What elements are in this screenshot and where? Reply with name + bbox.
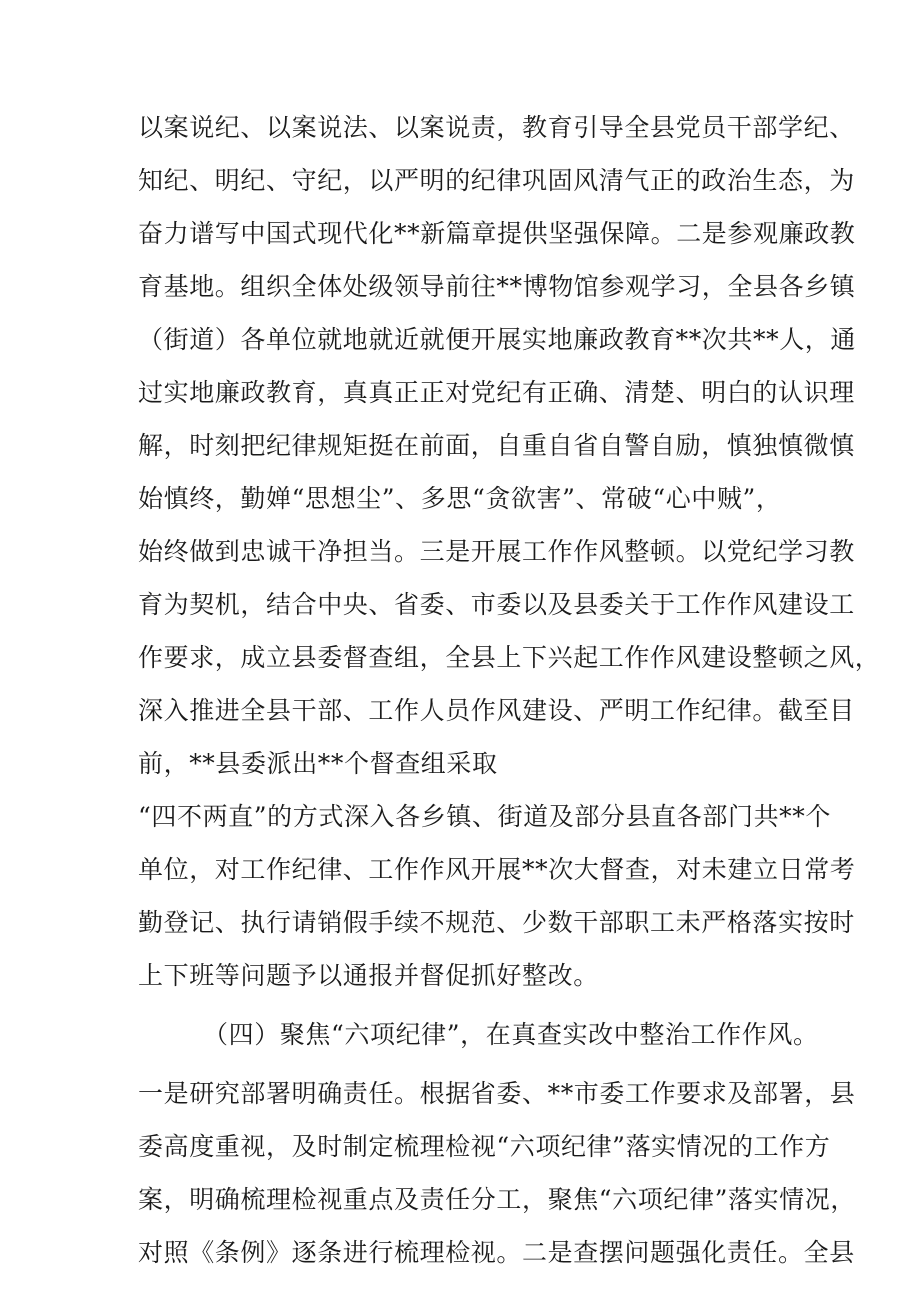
text-line: 对照《条例》逐条进行梳理检视。二是查摆问题强化责任。全县 (138, 1238, 855, 1267)
text-line: 勤登记、执行请销假手续不规范、少数干部职工未严格落实按时 (138, 908, 855, 937)
text-line: 上下班等问题予以通报并督促抓好整改。 (138, 961, 599, 990)
text-line: 始慎终，勤婵“思想尘”、多思“贪欲害”、常破“心中贼”， (138, 484, 782, 513)
text-line: 知纪、明纪、守纪，以严明的纪律巩固风清气正的政治生态，为 (138, 166, 855, 195)
text-line: 单位，对工作纪律、工作作风开展**次大督查，对未建立日常考 (138, 855, 856, 884)
text-line: 过实地廉政教育，真真正正对党纪有正确、清楚、明白的认识理 (138, 378, 855, 407)
text-line: 解，时刻把纪律规矩挺在前面，自重自省自警自励，慎独慎微慎 (138, 431, 855, 460)
text-line: 前，**县委派出**个督查组采取 (138, 749, 498, 778)
text-line: 育基地。组织全体处级领导前往**博物馆参观学习，全县各乡镇 (138, 272, 856, 301)
text-line: 作要求，成立县委督查组，全县上下兴起工作作风建设整顿之风， (138, 643, 881, 672)
text-line: 奋力谱写中国式现代化**新篇章提供坚强保障。二是参观廉政教 (138, 219, 856, 248)
text-line: （街道）各单位就地就近就便开展实地廉政教育**次共**人，通 (138, 325, 857, 354)
text-line: 以案说纪、以案说法、以案说责，教育引导全县党员干部学纪、 (138, 113, 855, 142)
text-line: 始终做到忠诚干净担当。三是开展工作作风整顿。以党纪学习教 (138, 537, 855, 566)
text-line: 深入推进全县干部、工作人员作风建设、严明工作纪律。截至目 (138, 696, 855, 725)
text-line: 一是研究部署明确责任。根据省委、**市委工作要求及部署，县 (138, 1079, 856, 1108)
text-line: “四不两直”的方式深入各乡镇、街道及部分县直各部门共**个 (138, 802, 831, 831)
text-line: 案，明确梳理检视重点及责任分工，聚焦“六项纪律”落实情况， (138, 1185, 856, 1214)
section-heading: （四）聚焦“六项纪律”，在真查实改中整治工作作风。 (203, 1020, 819, 1049)
text-line: 委高度重视，及时制定梳理检视“六项纪律”落实情况的工作方 (138, 1132, 831, 1161)
text-line: 育为契机，结合中央、省委、市委以及县委关于工作作风建设工 (138, 590, 855, 619)
